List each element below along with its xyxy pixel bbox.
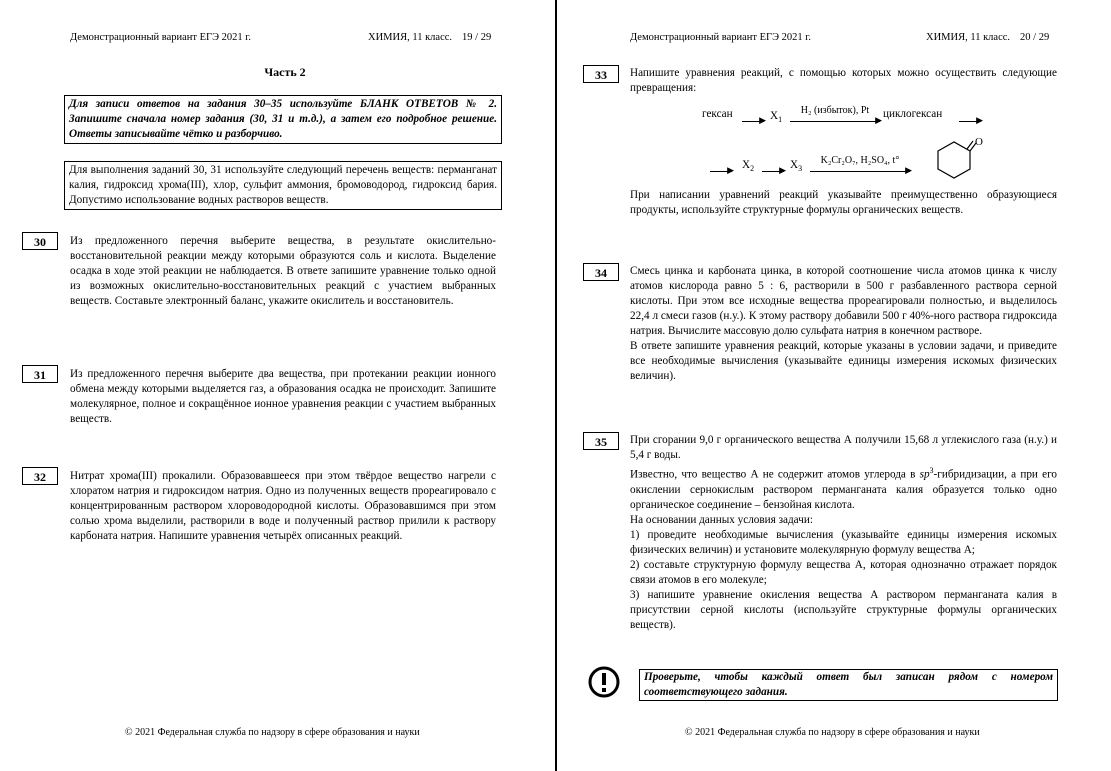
task-35-paragraph-2: Известно, что вещество А не содержит атомов углерода в $sp^3$-гибридизации, а при его окислении сернокислым раствором перманганата калия образуется только одно органическое соединение – бензойная кислота.	[630, 466, 1057, 511]
task-35-item-3: 3) напишите уравнение окисления вещества А раствором перманганата калия в присутствии серной кислоты (используйте структурные формулы органических веществ).	[630, 588, 1057, 631]
subject-header	[926, 32, 1049, 43]
task-34-paragraph-2: В ответе запишите уравнения реакций, которые указаны в условии задачи, и приведите все необходимые вычисления (указывайте единицы измерения искомых физических величин).	[630, 340, 1057, 382]
task-35-item-2: 2) составьте структурную формулу вещества А, которая однозначно отражает порядок связи атомов в его молекуле;	[630, 558, 1057, 586]
substances-list-box: Для выполнения заданий 30, 31 используйте следующий перечень веществ: перманганат калия, гидроксид хрома(III), хлор, сульфит аммония, бромоводород, гидроксид бария. Допустимо использование водных растворов веществ.	[64, 161, 502, 210]
task-33-text: Напишите уравнения реакций, с помощью которых можно осуществить следующие превращения:	[630, 67, 1057, 94]
task-31-number: 31	[22, 365, 58, 383]
right-page	[557, 0, 1111, 771]
scheme-arrow-4: ▶	[710, 164, 732, 176]
scheme-arrow-2: H₂ (избыток), Pt ▶	[790, 114, 880, 126]
footer-copyright: © 2021 Федеральная служба по надзору в сфере образования и науки	[125, 727, 420, 738]
cyclohexanone-structure	[920, 136, 983, 183]
task-31-text: Из предложенного перечня выберите два вещества, при протекании реакции ионного обмена между которыми выделяется газ, а образования осадка не происходит. Запишите молекулярное, полное и сокращённое ионное уравнения реакции с участием выбранных веществ.	[70, 368, 496, 425]
answer-sheet-notice: Для записи ответов на задания 30–35 используйте БЛАНК ОТВЕТОВ № 2. Запишите сначала номер задания (30, 31 и т.д.), а затем его подробное решение. Ответы записывайте чётко и разборчиво.	[64, 95, 502, 144]
footer-copyright: © 2021 Федеральная служба по надзору в сфере образования и науки	[685, 727, 980, 738]
task-35-number: 35	[583, 432, 619, 450]
scheme-x2: $X_2$	[742, 159, 755, 174]
task-35-paragraph-1: При сгорании 9,0 г органического вещества А получили 15,68 л углекислого газа (н.у.) и 5,4 г воды.	[630, 434, 1057, 461]
part-title: Часть 2	[264, 65, 306, 79]
scheme-x1: $X_1$	[770, 110, 783, 125]
exam-title-header: Демонстрационный вариант ЕГЭ 2021 г.	[630, 32, 812, 43]
task-30-number: 30	[22, 232, 58, 250]
arrow-condition-hydrogen: H₂ (избыток), Pt	[800, 104, 870, 116]
task-35-paragraph-3: На основании данных условия задачи:	[630, 513, 813, 526]
check-answers-notice: Проверьте, чтобы каждый ответ был записан рядом с номером соответствующего задания.	[639, 669, 1058, 701]
task-32-text: Нитрат хрома(III) прокалили. Образовавшееся при этом твёрдое вещество нагрели с хлоратом натрия и гидроксидом натрия. Одно из полученных веществ прореагировало с концентрированным раствором хлороводородной кислоты. Образовавшимся при этом солью хрома выделили, растворили в воде и полученный раствор прилили к раствору карбоната натрия. Напишите уравнения четырёх описанных реакций.	[70, 470, 496, 542]
task-34-number: 34	[583, 263, 619, 281]
task-34-paragraph-1: Смесь цинка и карбоната цинка, в которой соотношение числа атомов цинка к числу атомов кислорода равно 5 : 6, растворили в 500 г разбавленного раствора серной кислоты. При этом все исходные вещества прореагировали полностью, и выделилось 22,4 л смеси газов (н.у.). К этому раствору добавили 500 г 40%-ного раствора гидроксида натрия. Вычислите массовую долю сульфата натрия в конечном растворе.	[630, 265, 1057, 337]
scheme-arrow-6: K₂Cr₂O₇, H₂SO₄, t° ▶	[810, 164, 910, 176]
scheme-start: гексан	[702, 108, 733, 120]
page-number: 20 / 29	[1020, 32, 1050, 43]
scheme-arrow-3: ▶	[959, 114, 981, 126]
task-35-text	[630, 433, 1057, 633]
task-33-number: 33	[583, 65, 619, 83]
task-33-note: При написании уравнений реакций указывайте преимущественно образующиеся продукты, используйте структурные формулы органических веществ.	[630, 189, 1057, 216]
task-35-item-1: 1) проведите необходимые вычисления (указывайте единицы измерения искомых физических величин) и установите молекулярную формулу вещества А;	[630, 528, 1057, 556]
page-number: 19 / 29	[462, 32, 492, 43]
exclamation-icon	[588, 666, 620, 698]
subject-header	[368, 32, 491, 43]
arrow-condition-oxidation: K₂Cr₂O₇, H₂SO₄, t°	[820, 154, 900, 166]
subject-label: ХИМИЯ, 11 класс.	[926, 32, 1011, 43]
task-30-text: Из предложенного перечня выберите вещества, в результате окислительно-восстановительной реакции между которыми образуются соль и кислота. Выделение осадка в ходе этой реакции не наблюдается. В ответе запишите уравнение только одной из возможных окислительно-восстановительных реакций с участием выбранных веществ. Составьте электронный баланс, укажите окислитель и восстановитель.	[70, 235, 496, 307]
scheme-product: циклогексан	[883, 108, 943, 120]
task-34-text	[630, 264, 1057, 384]
subject-label: ХИМИЯ, 11 класс.	[368, 32, 453, 43]
ketone-oxygen-label: O	[975, 136, 983, 148]
left-page	[0, 0, 555, 771]
exam-title-header: Демонстрационный вариант ЕГЭ 2021 г.	[70, 32, 252, 43]
scheme-arrow-5: ▶	[762, 164, 784, 176]
scheme-x3: $X_3$	[790, 159, 803, 174]
task-32-number: 32	[22, 467, 58, 485]
scheme-arrow-1: ▶	[742, 114, 764, 126]
